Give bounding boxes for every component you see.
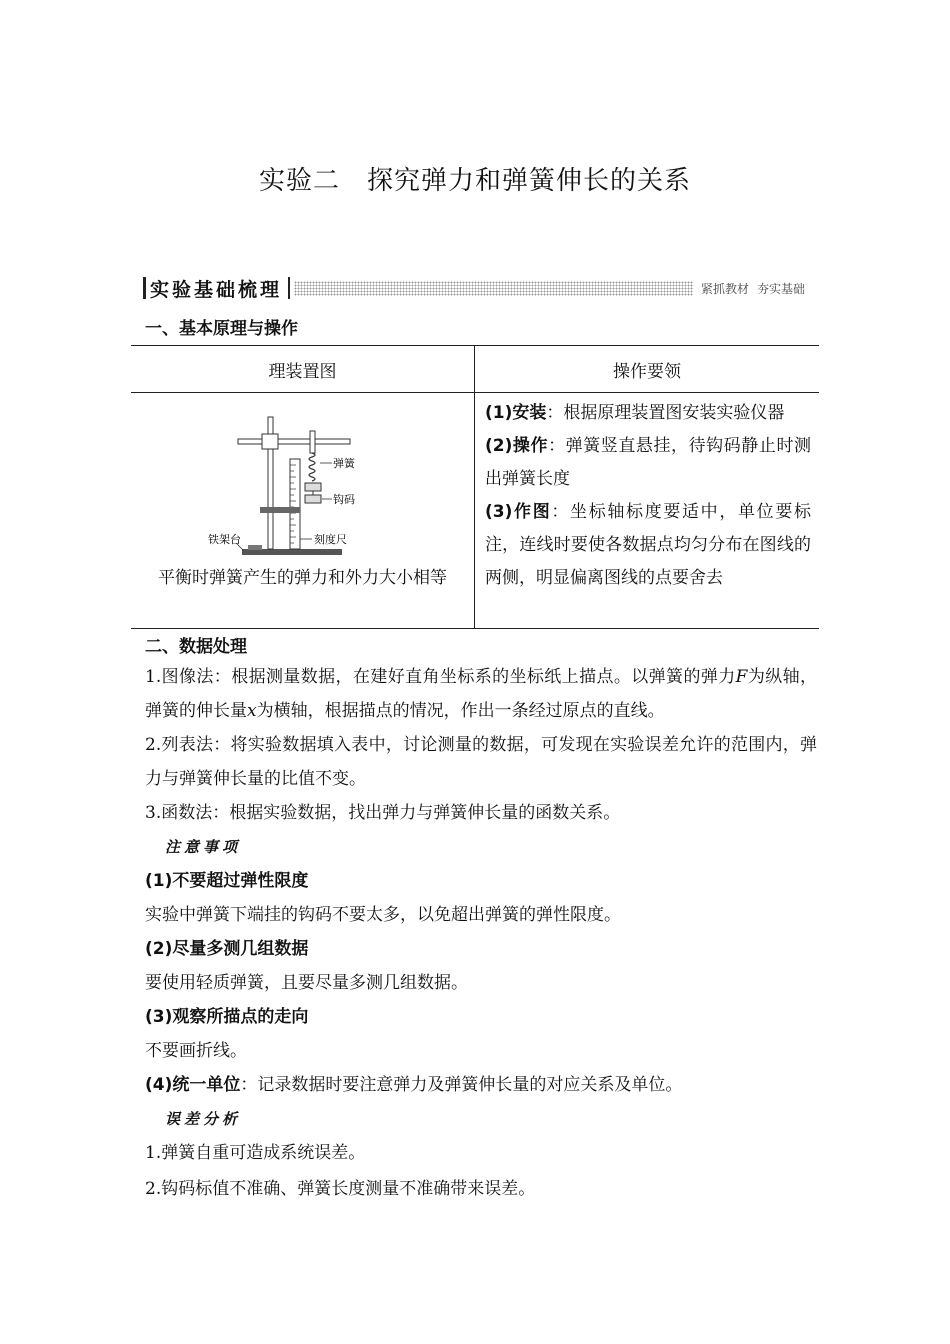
banner-tag-1: 紧抓教材 (700, 281, 749, 296)
step2-text: ：弹簧竖直悬挂，待钩码静止时测出弹簧长度 (485, 436, 812, 489)
step-install (485, 397, 811, 430)
method1-text-a: 1.图像法：根据测量数据，在建好直角坐标系的坐标纸上描点。以弹簧的弹力 (145, 667, 736, 687)
note2-title: (2)尽量多测几组数据 (145, 939, 309, 959)
weight (305, 495, 321, 503)
page-title: 实验二 探究弹力和弹簧伸长的关系 (258, 166, 691, 196)
label-weight: 钩码 (332, 493, 355, 506)
notes-heading: 注意事项 (165, 838, 242, 856)
note3-title: (3)观察所描点的走向 (145, 1007, 309, 1027)
stand-arm (238, 439, 350, 444)
errors-heading: 误差分析 (165, 1110, 242, 1128)
table-header-figure: 理装置图 (131, 346, 475, 393)
note3-text: 不要画折线。 (145, 1041, 247, 1061)
note1-text: 实验中弹簧下端挂的钩码不要太多，以免超出弹簧的弹性限度。 (145, 905, 621, 925)
method-graph (145, 660, 817, 728)
banner-dots (294, 281, 693, 296)
method-table: 2.列表法：将实验数据填入表中，讨论测量的数据，可发现在实验误差允许的范围内，弹力与弹簧伸长量的比值不变。 (145, 735, 817, 789)
steps-cell (475, 393, 820, 629)
step2-label: (2)操作 (485, 436, 549, 456)
figure-cell (131, 393, 475, 629)
weight (305, 483, 321, 491)
note4 (145, 1068, 817, 1102)
step3-label: (3)作图 (485, 502, 552, 522)
step-operate (485, 430, 811, 496)
ruler (290, 459, 300, 549)
var-x: x (247, 701, 257, 721)
note4-title: (4)统一单位 (145, 1075, 241, 1095)
section1-heading: 一、基本原理与操作 (145, 319, 298, 339)
step-plot (485, 496, 811, 595)
section-banner (143, 276, 813, 300)
banner-bar (288, 277, 290, 299)
note2-text: 要使用轻质弹簧，且要尽量多测几组数据。 (145, 973, 468, 993)
apparatus-diagram (208, 411, 398, 559)
var-F: F (735, 667, 748, 687)
hook-clamp (310, 431, 315, 453)
step3-text: ：坐标轴标度要适中，单位要标注，连线时要使各数据点均匀分布在图线的两侧，明显偏离图线的点要舍去 (485, 502, 812, 588)
method1-text-b: 为纵轴，弹簧的伸长量 (145, 667, 817, 721)
note1-title: (1)不要超过弹性限度 (145, 871, 309, 891)
error-2: 2.钩码标值不准确、弹簧长度测量不准确带来误差。 (145, 1179, 536, 1199)
stand-foot (248, 545, 262, 550)
step1-label: (1)安装 (485, 403, 547, 423)
figure-caption: 平衡时弹簧产生的弹力和外力大小相等 (158, 568, 447, 588)
step1-text: ：根据原理装置图安装实验仪器 (546, 403, 785, 423)
ruler-clamp (260, 507, 300, 513)
spring (309, 453, 315, 481)
method-function: 3.函数法：根据实验数据，找出弹力与弹簧伸长量的函数关系。 (145, 803, 621, 823)
note4-text: ：记录数据时要注意弹力及弹簧伸长量的对应关系及单位。 (240, 1075, 683, 1095)
section2-heading: 二、数据处理 (145, 637, 247, 657)
principle-table (131, 345, 819, 629)
label-ruler: 刻度尺 (313, 533, 347, 546)
label-spring: 弹簧 (332, 457, 355, 470)
banner-label: 实验基础梳理 (150, 278, 283, 301)
clamp (262, 434, 278, 449)
banner-tagline (693, 280, 813, 297)
banner-tag-2: 夯实基础 (756, 281, 805, 296)
error-1: 1.弹簧自重可造成系统误差。 (145, 1143, 366, 1163)
label-stand: 铁架台 (207, 533, 241, 546)
table-header-steps: 操作要领 (475, 346, 820, 393)
banner-bar (143, 277, 146, 299)
method1-text-c: 为横轴，根据描点的情况，作出一条经过原点的直线。 (256, 701, 665, 721)
